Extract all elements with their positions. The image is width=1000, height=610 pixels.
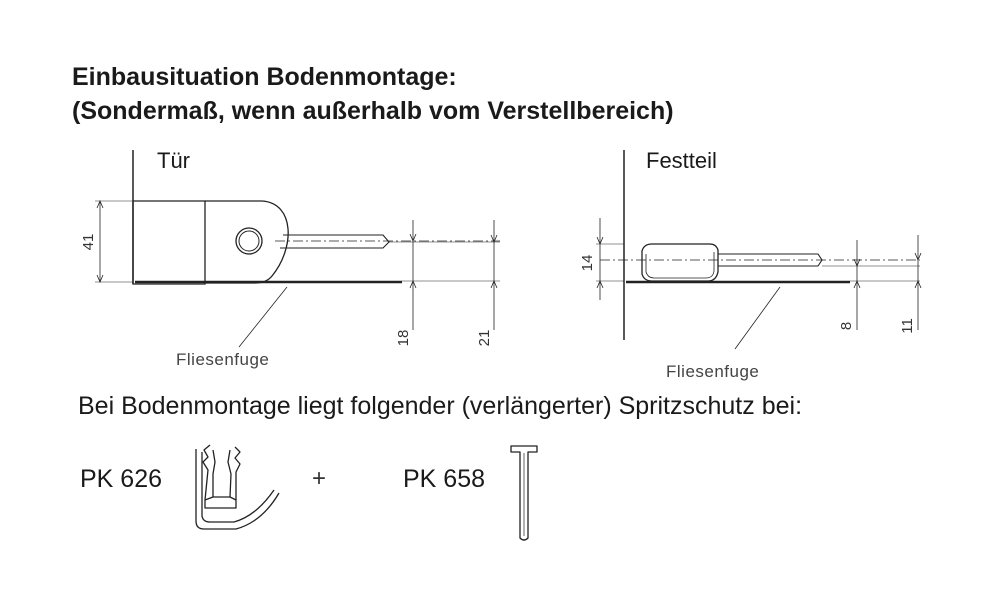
fixed-panel-drawing — [596, 150, 921, 349]
fixed-dim-a: 8 — [838, 321, 855, 331]
door-dim-height: 41 — [80, 233, 97, 251]
pk626-profile — [196, 445, 279, 529]
door-joint-label: Fliesenfuge — [176, 350, 270, 369]
plus-sign: + — [312, 465, 327, 492]
fixed-dim-b: 11 — [899, 318, 916, 334]
door-dim-b: 21 — [476, 329, 493, 347]
door-dim-a: 18 — [395, 329, 412, 347]
pk626-label: PK 626 — [80, 465, 163, 493]
accessory-note: Bei Bodenmontage liegt folgender (verlängerter) Spritzschutz bei: — [78, 392, 803, 420]
fixed-dim-height: 14 — [579, 254, 596, 272]
fixed-panel-label: Festteil — [646, 148, 717, 173]
heading-line-2: (Sondermaß, wenn außerhalb vom Verstellbereich) — [72, 97, 674, 125]
fixed-joint-label: Fliesenfuge — [666, 362, 760, 381]
heading-line-1: Einbausituation Bodenmontage: — [72, 63, 457, 91]
pk658-profile — [511, 446, 537, 540]
door-label: Tür — [157, 148, 190, 173]
pk658-label: PK 658 — [403, 465, 486, 493]
door-drawing — [95, 150, 500, 347]
